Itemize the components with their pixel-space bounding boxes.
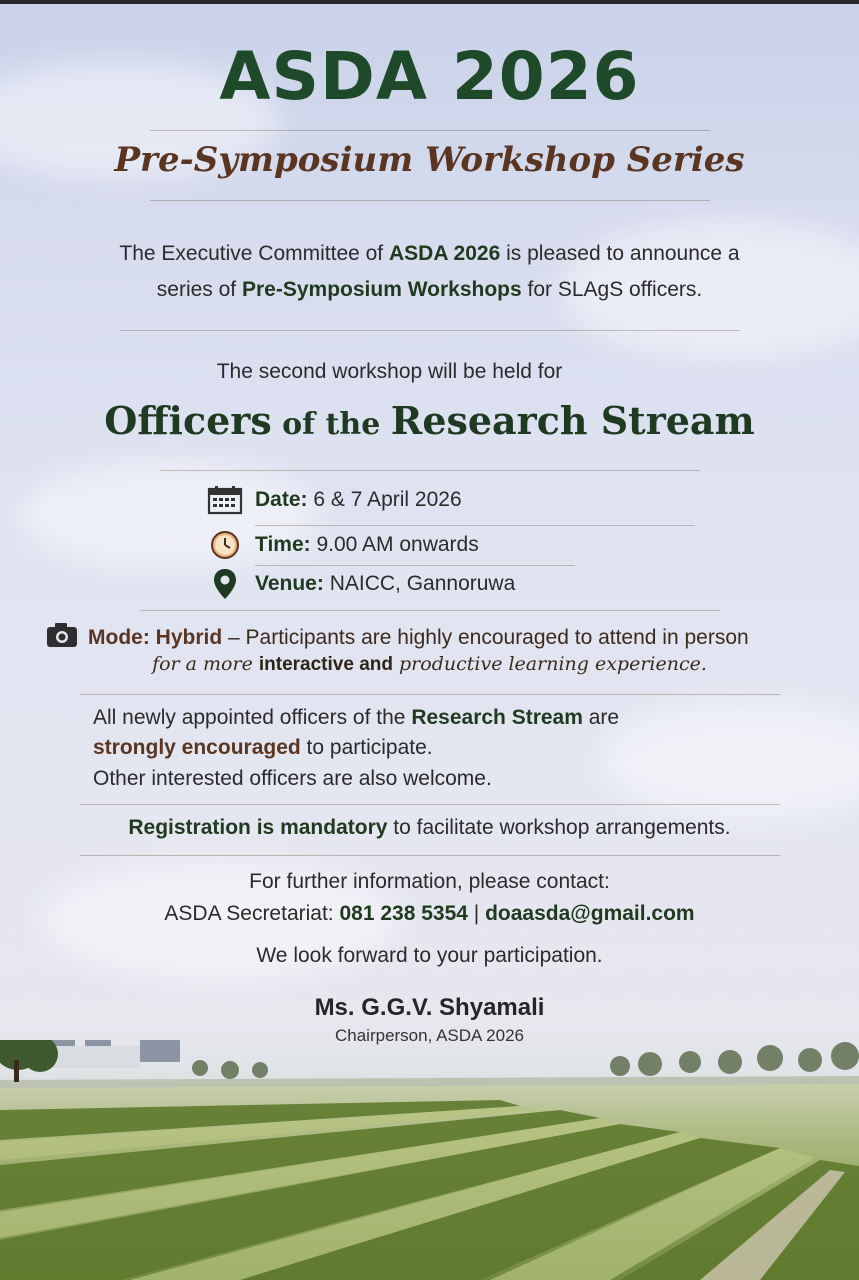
- divider: [120, 330, 740, 331]
- venue-text: Venue: NAICC, Gannoruwa: [255, 572, 516, 595]
- divider: [80, 804, 780, 805]
- clock-icon: [207, 529, 243, 561]
- time-row: [207, 529, 479, 561]
- cloud-decor: [600, 700, 859, 820]
- location-pin-icon: [207, 568, 243, 600]
- divider: [140, 610, 720, 611]
- contact-line-2: ASDA Secretariat: 081 238 5354 | doaasda@gmail.com: [164, 902, 695, 925]
- newly-line-3: Other interested officers are also welcome.: [93, 767, 492, 790]
- camera-icon: [46, 622, 78, 654]
- contact-email[interactable]: doaasda@gmail.com: [485, 902, 695, 925]
- closing-line: We look forward to your participation.: [256, 944, 603, 967]
- mode-line: Mode: Hybrid – Participants are highly encouraged to attend in person: [46, 622, 749, 654]
- divider: [160, 470, 700, 471]
- divider: [255, 565, 575, 566]
- registration-line: Registration is mandatory to facilitate workshop arrangements.: [128, 816, 731, 839]
- date-row: [207, 484, 462, 516]
- newly-line-1: All newly appointed officers of the Research Stream are: [93, 706, 620, 729]
- divider: [150, 200, 710, 201]
- time-text: Time: 9.00 AM onwards: [255, 533, 479, 556]
- intro-line-1: The Executive Committee of ASDA 2026 is pleased to announce a: [119, 242, 740, 265]
- calendar-icon: [207, 484, 243, 516]
- mode-line-2: for a more interactive and productive learning experience.: [152, 653, 707, 675]
- newly-line-2: strongly encouraged to participate.: [93, 736, 433, 759]
- divider: [80, 694, 780, 695]
- contact-line-1: For further information, please contact:: [249, 870, 610, 893]
- field-landscape-image: [0, 1040, 859, 1280]
- date-text: Date: 6 & 7 April 2026: [255, 488, 462, 511]
- headline: Officers of the Research Stream: [104, 398, 755, 443]
- intro-line-2: series of Pre-Symposium Workshops for SLAgS officers.: [156, 278, 703, 301]
- divider: [255, 525, 695, 526]
- page-subtitle: Pre-Symposium Workshop Series: [114, 140, 745, 180]
- top-border: [0, 0, 859, 4]
- contact-phone: 081 238 5354: [339, 902, 468, 925]
- signatory-name: Ms. G.G.V. Shyamali: [314, 994, 545, 1021]
- divider: [150, 130, 710, 131]
- divider: [80, 855, 780, 856]
- second-workshop-text: The second workshop will be held for: [216, 360, 563, 383]
- signatory-role: Chairperson, ASDA 2026: [334, 1026, 524, 1045]
- page-title: ASDA 2026: [219, 38, 640, 115]
- venue-row: [207, 568, 515, 600]
